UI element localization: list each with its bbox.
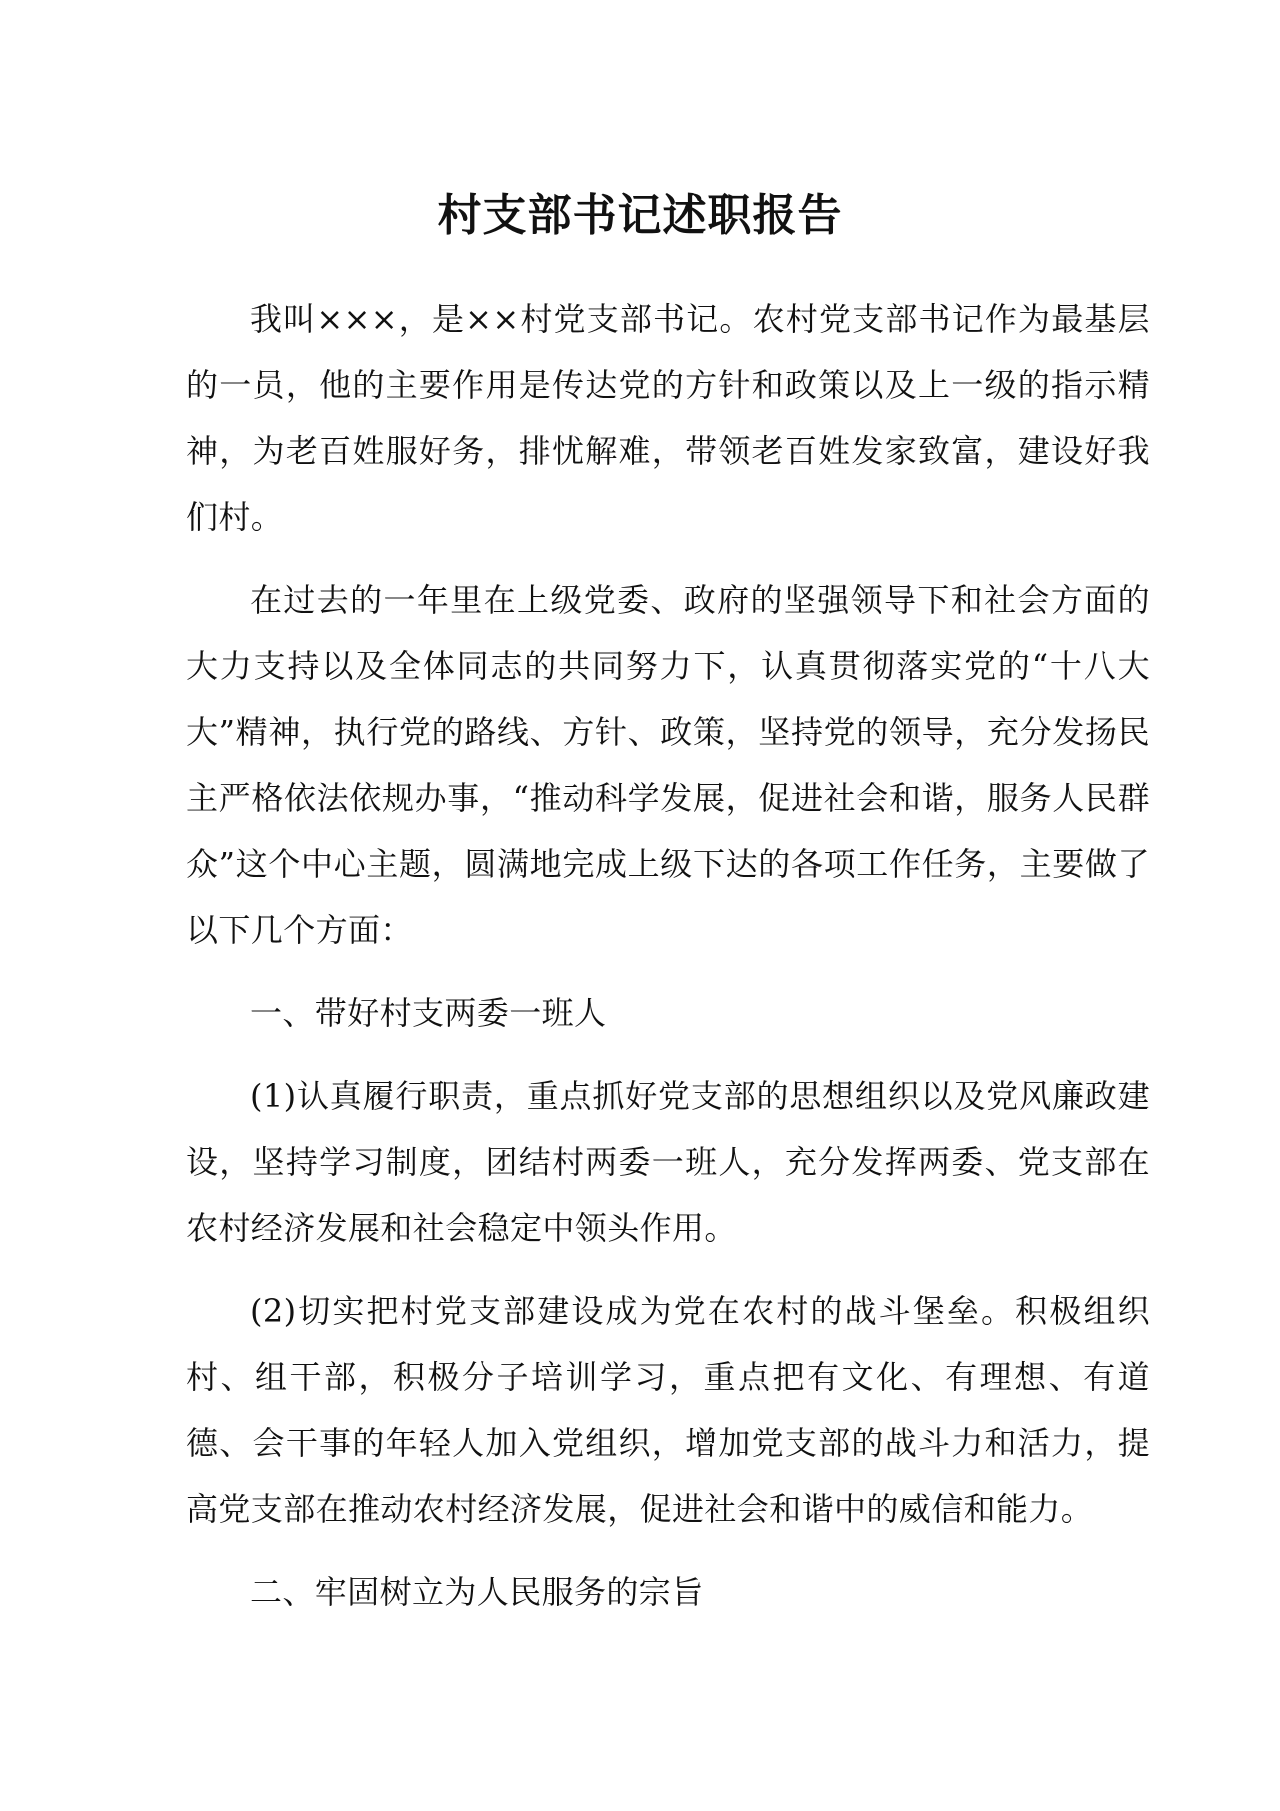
paragraph-item-1: (1)认真履行职责，重点抓好党支部的思想组织以及党风廉政建设，坚持学习制度，团结村两委一班人，充分发挥两委、党支部在农村经济发展和社会稳定中领头作用。 xyxy=(186,1077,1150,1247)
document-title: 村支部书记述职报告 xyxy=(437,190,843,241)
section-heading-2: 二、牢固树立为人民服务的宗旨 xyxy=(250,1573,704,1611)
paragraph-intro: 我叫×××，是××村党支部书记。农村党支部书记作为最基层的一员，他的主要作用是传达党的方针和政策以及上一级的指示精神，为老百姓服好务，排忧解难，带领老百姓发家致富，建设好我们村。 xyxy=(186,300,1150,536)
paragraph-item-2: (2)切实把村党支部建设成为党在农村的战斗堡垒。积极组织村、组干部，积极分子培训学习，重点把有文化、有理想、有道德、会干事的年轻人加入党组织，增加党支部的战斗力和活力，提高党支部在推动农村经济发展，促进社会和谐中的威信和能力。 xyxy=(186,1292,1150,1528)
section-heading-1: 一、带好村支两委一班人 xyxy=(250,994,607,1032)
paragraph-overview: 在过去的一年里在上级党委、政府的坚强领导下和社会方面的大力支持以及全体同志的共同努力下，认真贯彻落实党的“十八大大”精神，执行党的路线、方针、政策，坚持党的领导，充分发扬民主严格依法依规办事，“推动科学发展，促进社会和谐，服务人民群众”这个中心主题，圆满地完成上级下达的各项工作任务，主要做了以下几个方面： xyxy=(186,581,1150,949)
document-body xyxy=(186,286,1150,1642)
